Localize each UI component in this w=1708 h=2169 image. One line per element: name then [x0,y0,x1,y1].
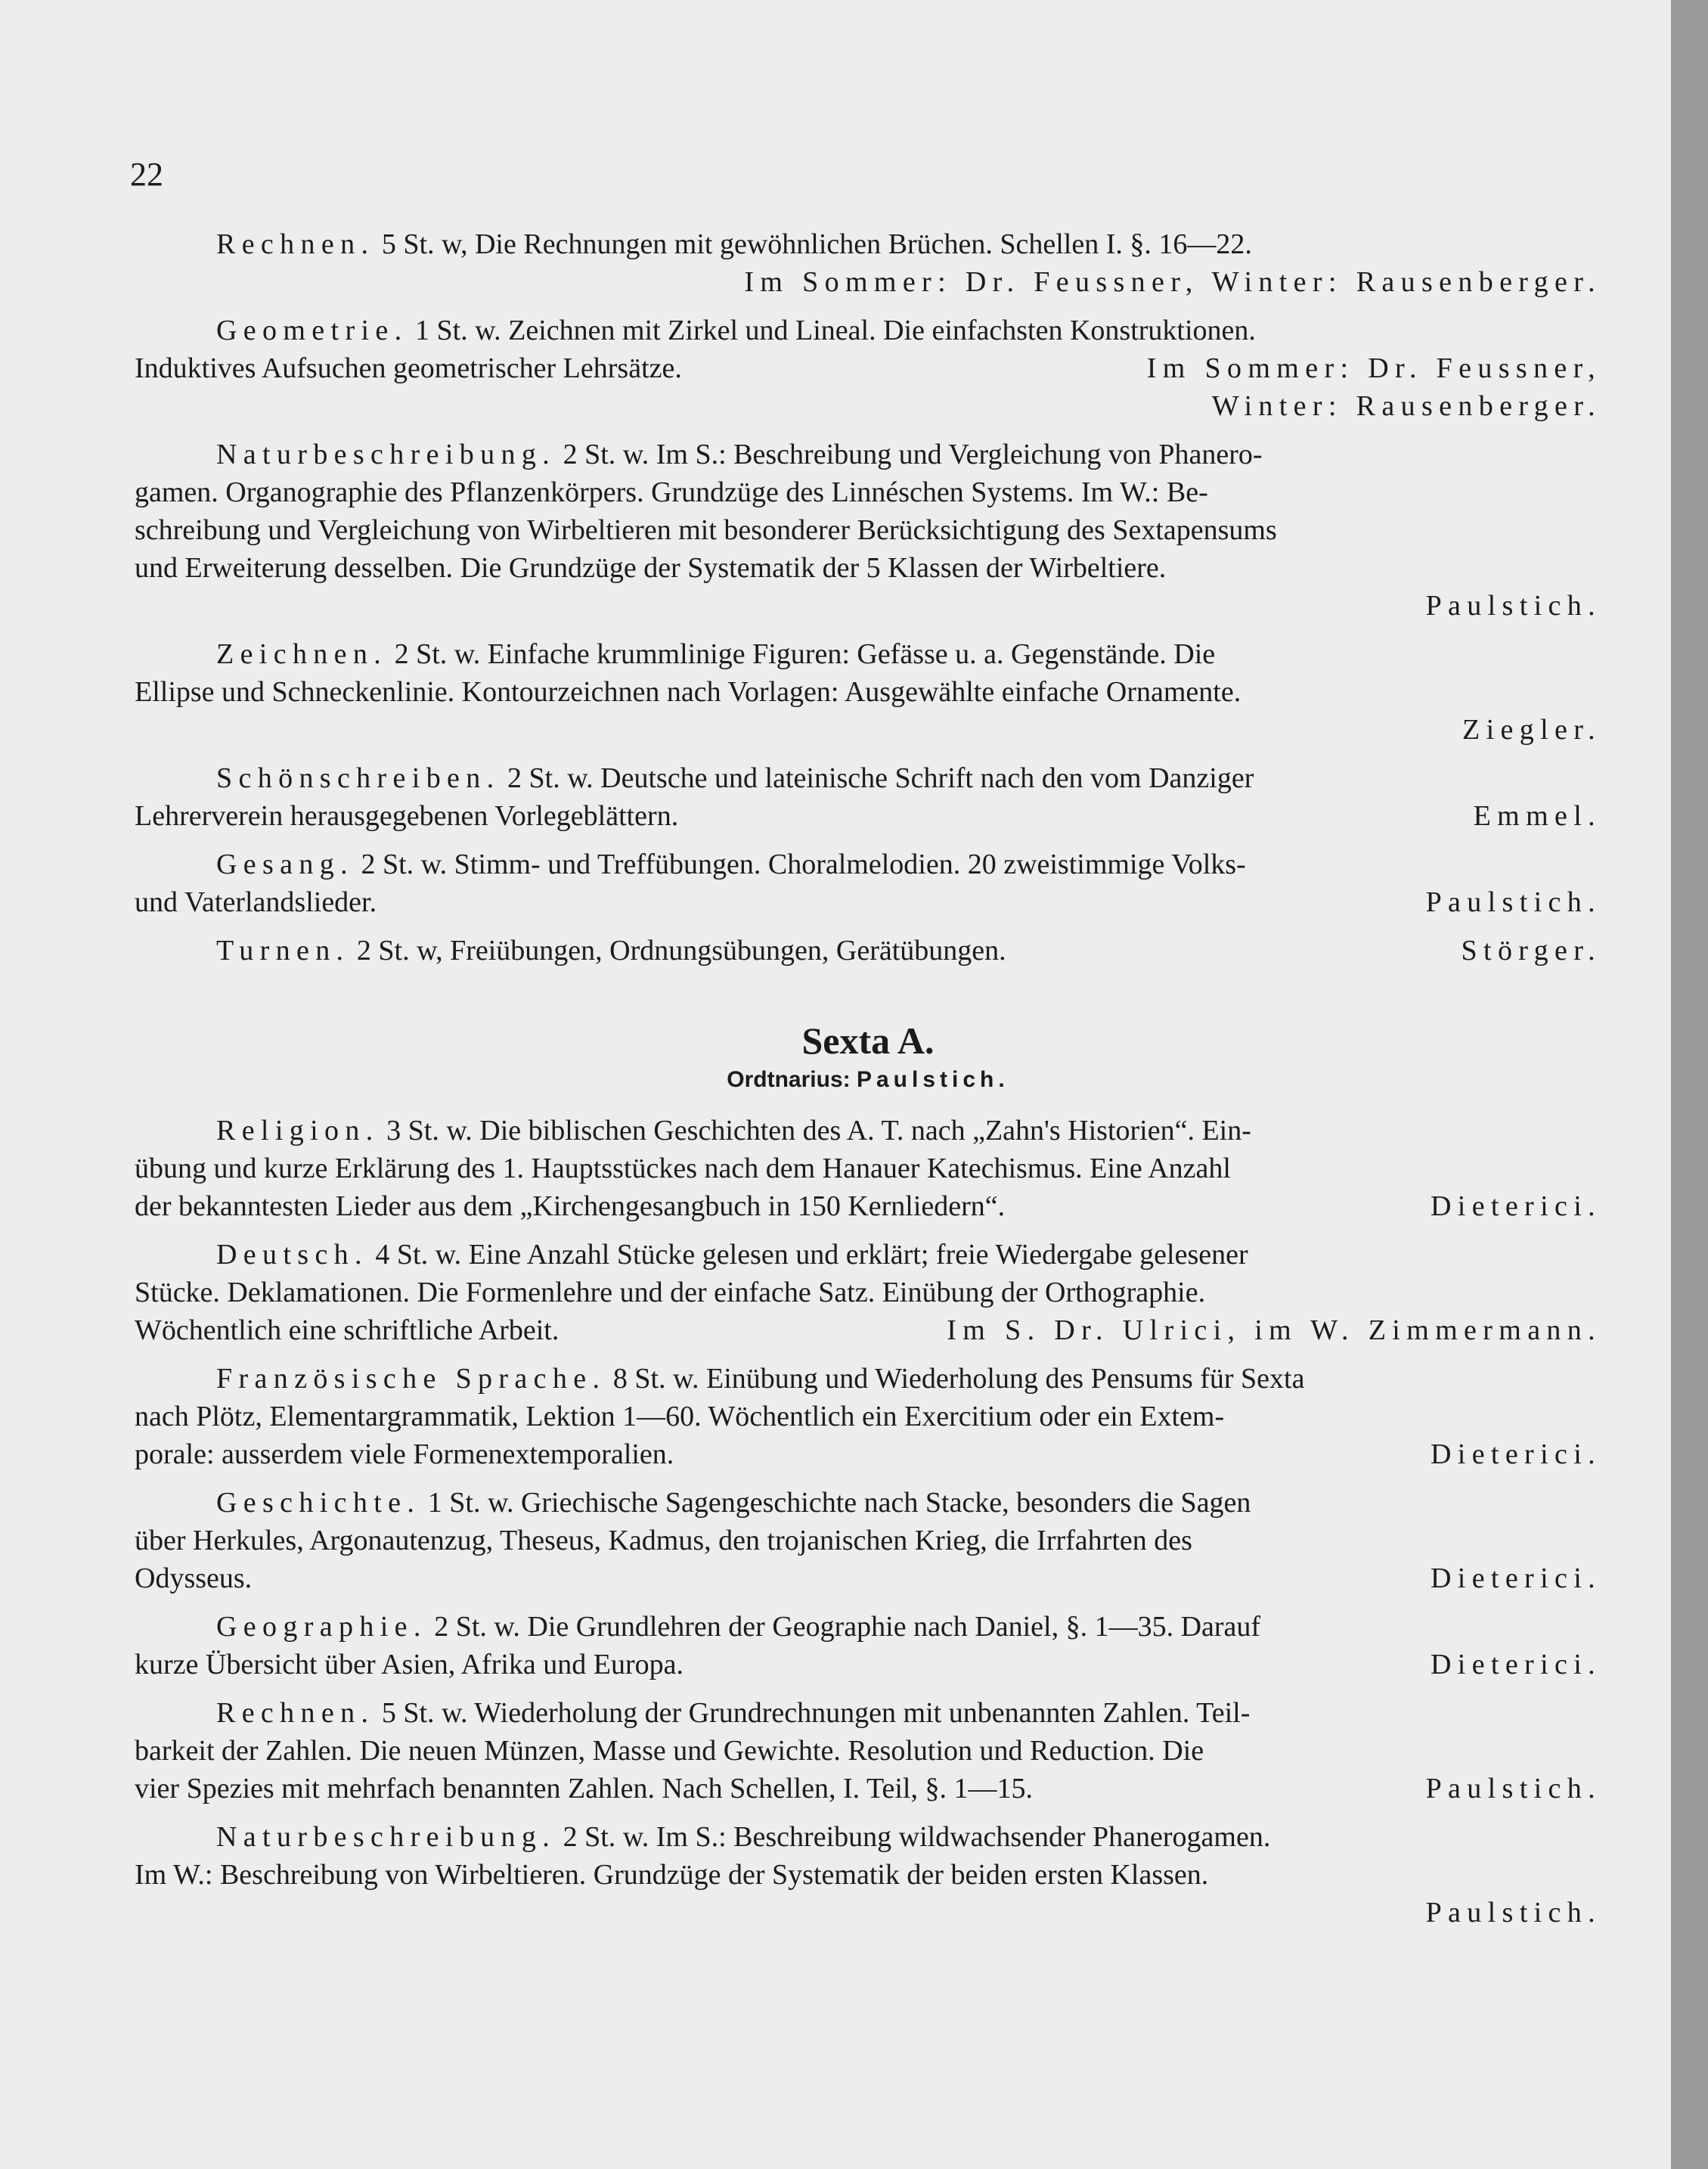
text-line [135,1398,1601,1435]
line-text: 1 St. w. Griechische Sagengeschichte nach Stacke, besonders die Sagen [420,1487,1251,1519]
text-line [135,1187,1601,1225]
subject-name: Deutsch. [216,1239,368,1271]
course-section [135,1694,1601,1808]
teacher-name: Im Sommer: Dr. Feussner, Winter: Rausenberger. [744,266,1601,298]
line-text: nach Plötz, Elementargrammatik, Lektion 1—60. Wöchentlich ein Exercitium oder ein Extem- [135,1401,1225,1432]
text-line [135,1435,1601,1473]
subject-name: Geographie. [216,1611,427,1643]
content [135,0,1601,1942]
text-line [135,549,1601,587]
text-line [135,759,1601,797]
text-line [135,1236,1601,1274]
text-line [135,1522,1601,1559]
line-text: 8 St. w. Einübung und Wiederholung des Pensums für Sexta [606,1363,1305,1395]
teacher-name: Störger. [1461,935,1601,967]
text-line [135,797,1601,835]
top-sections [135,225,1601,980]
course-section [135,1608,1601,1683]
line-text: Odysseus. [135,1562,253,1594]
text-line [135,1311,1601,1349]
course-section [135,312,1601,425]
line-text: 2 St. w. Einfache krummlinige Figuren: Gefässe u. a. Gegenstände. Die [387,638,1216,670]
line-text: 1 St. w. Zeichnen mit Zirkel und Lineal. Die einfachsten Konstruktionen. [408,315,1256,346]
subject-name: Geometrie. [216,315,408,346]
course-section [135,1360,1601,1473]
text-line [135,846,1601,883]
subject-name: Französische Sprache. [216,1363,606,1395]
text-line [135,1360,1601,1398]
line-text: gamen. Organographie des Pflanzenkörpers. Grundzüge des Linnéschen Systems. Im W.: Be- [135,476,1208,508]
course-section [135,225,1601,301]
teacher-name: Im S. Dr. Ulrici, im W. Zimmermann. [947,1314,1601,1346]
teacher-name: Ziegler. [1462,714,1601,746]
subject-name: Gesang. [216,849,354,880]
text-line [135,511,1601,549]
line-text: 2 St. w. Im S.: Beschreibung und Vergleichung von Phanero- [556,439,1263,470]
line-text: kurze Übersicht über Asien, Afrika und Europa. [135,1649,684,1680]
subject-name: Rechnen. [216,228,375,260]
line-text: 2 St. w. Deutsche und lateinische Schrift nach den vom Danziger [500,762,1254,794]
line-text: 3 St. w. Die biblischen Geschichten des A. T. nach „Zahn's Historien“. Ein- [379,1115,1251,1147]
line-text: Induktives Aufsuchen geometrischer Lehrsätze. [135,352,682,384]
text-line [135,1484,1601,1522]
line-text: übung und kurze Erklärung des 1. Hauptsstückes nach dem Hanauer Katechismus. Eine Anzahl [135,1153,1231,1184]
subject-name: Rechnen. [216,1697,375,1729]
teacher-name: Im Sommer: Dr. Feussner, [1146,352,1601,384]
text-line [135,225,1601,263]
text-line [135,711,1601,749]
course-section [135,436,1601,625]
text-line [135,883,1601,921]
subject-name: Turnen. [216,935,350,967]
line-text: 2 St. w. Stimm- und Treffübungen. Choralmelodien. 20 zweistimmige Volks- [353,849,1246,880]
text-line [135,436,1601,473]
bottom-sections [135,1112,1601,1942]
text-line [135,587,1601,625]
subject-name: Zeichnen. [216,638,388,670]
teacher-name: Dieterici. [1430,1562,1601,1594]
course-section [135,1484,1601,1597]
text-line [135,473,1601,511]
line-text: Ellipse und Schneckenlinie. Kontourzeichnen nach Vorlagen: Ausgewählte einfache Ornamente. [135,676,1241,708]
line-text: schreibung und Vergleichung von Wirbeltieren mit besonderer Berücksichtigung des Sextapensums [135,514,1277,546]
ordinarius-label: Ordtnarius: [727,1067,851,1092]
text-line [135,1559,1601,1597]
course-section [135,1818,1601,1932]
subject-name: Geschichte. [216,1487,421,1519]
subject-name: Religion. [216,1115,380,1147]
line-text: 2 St. w. Die Grundlehren der Geographie nach Daniel, §. 1—35. Darauf [426,1611,1261,1643]
line-text: und Vaterlandslieder. [135,886,377,918]
text-line [135,1770,1601,1808]
line-text: Im W.: Beschreibung von Wirbeltieren. Grundzüge der Systematik der beiden ersten Klassen. [135,1859,1209,1891]
ordinarius-name: Paulstich. [856,1067,1009,1092]
line-text: Stücke. Deklamationen. Die Formenlehre und der einfache Satz. Einübung der Orthographie. [135,1277,1206,1308]
line-text: 4 St. w. Eine Anzahl Stücke gelesen und erklärt; freie Wiedergabe gelesener [367,1239,1248,1271]
text-line [135,1646,1601,1683]
teacher-name: Paulstich. [1425,886,1601,918]
line-text: porale: ausserdem viele Formenextemporalien. [135,1438,674,1470]
text-line [135,635,1601,673]
text-line [135,1608,1601,1646]
text-line [135,932,1601,970]
course-section [135,846,1601,921]
course-section [135,759,1601,835]
section-heading: Sexta A. [801,1019,935,1062]
line-text: 5 St. w, Die Rechnungen mit gewöhnlichen Brüchen. Schellen I. §. 16—22. [374,228,1252,260]
course-section [135,1236,1601,1349]
teacher-name: Paulstich. [1425,1773,1601,1804]
teacher-name: Emmel. [1473,800,1601,832]
text-line [135,1150,1601,1187]
text-line [135,387,1601,425]
text-line [135,263,1601,301]
line-text: vier Spezies mit mehrfach benannten Zahlen. Nach Schellen, I. Teil, §. 1—15. [135,1773,1033,1804]
text-line [135,1732,1601,1770]
subject-name: Naturbeschreibung. [216,439,556,470]
ordinarius-line [135,1063,1601,1097]
text-line [135,349,1601,387]
line-text: 2 St. w, Freiübungen, Ordnungsübungen, Gerätübungen. [349,935,1006,967]
text-line [135,1894,1601,1932]
text-line [135,1856,1601,1894]
subject-name: Naturbeschreibung. [216,1821,556,1853]
subject-name: Schönschreiben. [216,762,501,794]
course-section [135,1112,1601,1225]
text-line [135,1112,1601,1150]
text-line [135,312,1601,349]
teacher-name: Dieterici. [1430,1438,1601,1470]
page-number: 22 [130,156,163,193]
line-text: und Erweiterung desselben. Die Grundzüge der Systematik der 5 Klassen der Wirbeltiere. [135,552,1167,584]
text-line [135,673,1601,711]
teacher-name: Winter: Rausenberger. [1211,390,1601,422]
teacher-name: Paulstich. [1425,1897,1601,1929]
line-text: Wöchentlich eine schriftliche Arbeit. [135,1314,560,1346]
course-section [135,932,1601,970]
line-text: 2 St. w. Im S.: Beschreibung wildwachsender Phanerogamen. [556,1821,1271,1853]
line-text: Lehrerverein herausgegebenen Vorlegeblättern. [135,800,679,832]
text-line [135,1694,1601,1732]
text-line [135,1274,1601,1311]
line-text: der bekanntesten Lieder aus dem „Kirchengesangbuch in 150 Kernliedern“. [135,1190,1006,1222]
line-text: barkeit der Zahlen. Die neuen Münzen, Masse und Gewichte. Resolution und Reduction. Die [135,1735,1204,1767]
line-text: über Herkules, Argonautenzug, Theseus, Kadmus, den trojanischen Krieg, die Irrfahrten des [135,1525,1192,1556]
course-section [135,635,1601,749]
teacher-name: Dieterici. [1430,1649,1601,1680]
teacher-name: Dieterici. [1430,1190,1601,1222]
teacher-name: Paulstich. [1425,590,1601,622]
text-line [135,1818,1601,1856]
page-edge [1671,0,1708,2169]
line-text: 5 St. w. Wiederholung der Grundrechnungen mit unbenannten Zahlen. Teil- [374,1697,1251,1729]
